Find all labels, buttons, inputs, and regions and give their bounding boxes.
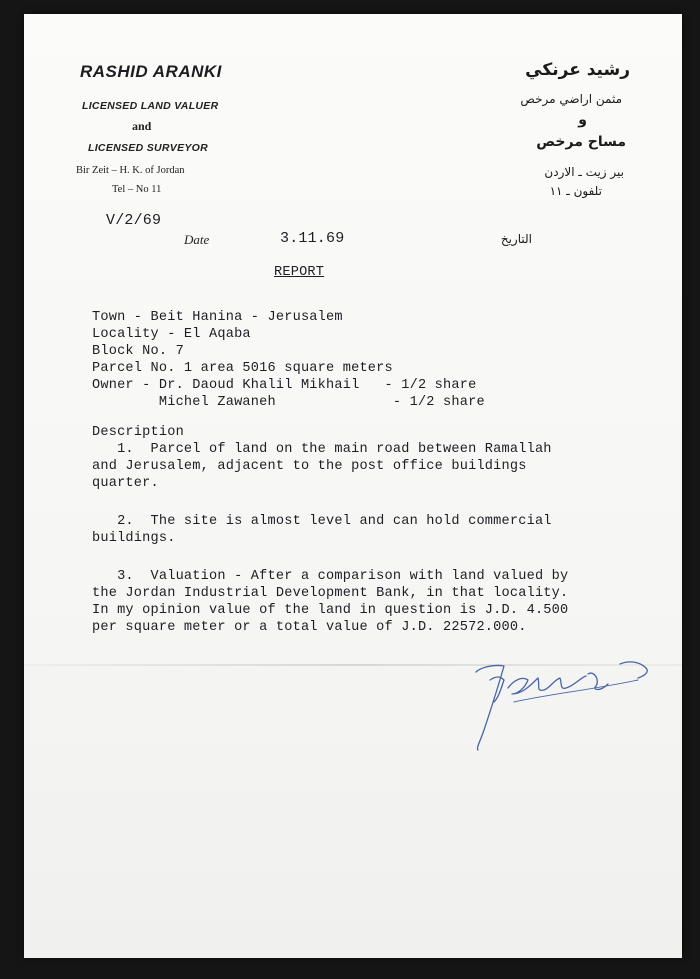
document-page [24, 14, 682, 958]
description-p3-line3: In my opinion value of the land in question is J.D. 4.500 [92, 603, 569, 618]
letterhead-arabic-and: و [578, 112, 587, 128]
description-p1-line3: quarter. [92, 476, 159, 491]
description-heading: Description [92, 425, 184, 440]
detail-owner-1: Owner - Dr. Daoud Khalil Mikhail - 1/2 share [92, 378, 477, 393]
description-p3-line1: 3. Valuation - After a comparison with land valued by [92, 569, 569, 584]
letterhead-and: and [132, 119, 152, 133]
description-p3-line4: per square meter or a total value of J.D. 22572.000. [92, 620, 527, 635]
description-p3-line2: the Jordan Industrial Development Bank, in that locality. [92, 586, 569, 601]
letterhead-name: RASHID ARANKI [80, 62, 222, 81]
detail-owner-2: Michel Zawaneh - 1/2 share [92, 395, 485, 410]
handwritten-signature [470, 650, 660, 760]
letterhead-arabic-tel: تلفون ـ ١١ [549, 184, 602, 198]
date-label: Date [184, 232, 210, 247]
letterhead-address: Bir Zeit – H. K. of Jordan [76, 165, 185, 176]
description-p1-line1: 1. Parcel of land on the main road between Ramallah [92, 442, 552, 457]
letterhead-arabic-address: بير زيت ـ الاردن [544, 165, 624, 179]
letterhead-arabic-name: رشيد عرنكي [525, 60, 630, 80]
detail-parcel: Parcel No. 1 area 5016 square meters [92, 361, 393, 376]
description-p1-line2: and Jerusalem, adjacent to the post office buildings [92, 459, 527, 474]
letterhead-arabic-title-surveyor: مساح مرخص [536, 134, 626, 150]
letterhead-title-surveyor: LICENSED SURVEYOR [88, 142, 209, 154]
arabic-date-label: التاريخ [500, 232, 532, 246]
detail-locality: Locality - El Aqaba [92, 327, 251, 342]
reference-number: V/2/69 [106, 212, 162, 229]
letterhead-arabic-title-valuer: مثمن اراضي مرخص [520, 92, 622, 106]
report-title: REPORT [274, 265, 325, 280]
date-value: 3.11.69 [280, 230, 345, 247]
letterhead-tel: Tel – No 11 [112, 184, 162, 195]
detail-block: Block No. 7 [92, 344, 184, 359]
detail-town: Town - Beit Hanina - Jerusalem [92, 310, 343, 325]
letterhead-title-valuer: LICENSED LAND VALUER [82, 100, 219, 112]
description-p2-line1: 2. The site is almost level and can hold commercial [92, 514, 552, 529]
description-p2-line2: buildings. [92, 531, 176, 546]
